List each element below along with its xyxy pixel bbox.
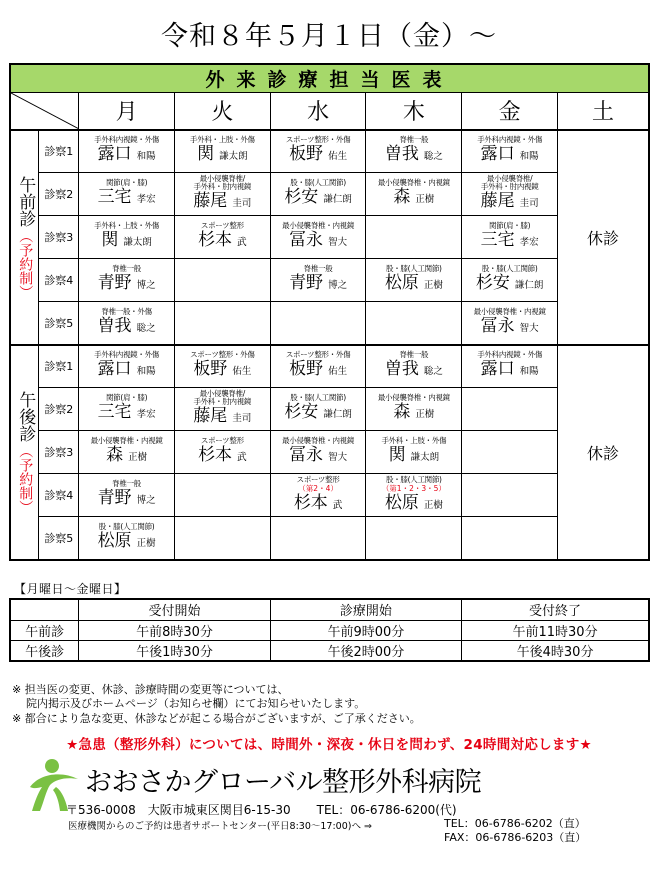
doctor-cell	[462, 259, 558, 302]
doctor-given-name: 武	[237, 237, 247, 248]
empty-cell	[270, 517, 366, 560]
saturday-closed: 休診	[558, 130, 649, 345]
period-name: 午後診	[15, 390, 36, 442]
doctor-surname: 関	[101, 230, 119, 250]
doctor-given-name: 和陽	[136, 366, 156, 378]
doctor-surname: 松原	[97, 530, 132, 551]
specialty: 最小侵襲脊椎/	[199, 388, 246, 398]
doctor-cell	[270, 259, 366, 302]
doctor-name	[366, 187, 461, 210]
reservation-required-label: （予約制）	[17, 443, 34, 514]
doctor-cell	[174, 345, 270, 388]
hours-row-label: 午後診	[10, 640, 79, 661]
specialty: 手外科内視鏡・外傷	[94, 350, 159, 360]
pm-period-label	[10, 345, 39, 560]
doctor-cell	[462, 130, 558, 173]
doctor-cell	[174, 216, 270, 259]
empty-cell	[174, 259, 270, 302]
empty-cell	[174, 302, 270, 345]
doctor-given-name: 謙太朗	[219, 151, 248, 163]
empty-cell	[366, 216, 462, 259]
doctor-cell	[462, 173, 558, 216]
day-header-sat: 土	[558, 93, 649, 130]
doctor-cell	[79, 431, 175, 474]
doctor-name	[79, 273, 174, 296]
doctor-surname: 青野	[97, 273, 132, 293]
doctor-name	[79, 316, 174, 339]
specialty: 関節(肩・膝)	[105, 393, 148, 402]
doctor-given-name: 謙太朗	[123, 237, 152, 248]
doctor-name	[366, 445, 461, 468]
specialty: 関節(肩・膝)	[105, 178, 148, 187]
exam-room-label: 診察5	[39, 517, 79, 560]
doctor-name	[271, 445, 366, 468]
doctor-name	[462, 191, 557, 214]
doctor-cell	[79, 130, 175, 173]
main-phone: TEL：06-6786-6200(代)	[316, 803, 457, 817]
specialty: 股・膝(人工関節)	[290, 178, 346, 187]
empty-cell	[174, 517, 270, 560]
specialty: 最小侵襲脊椎・内視鏡	[377, 393, 450, 402]
hospital-address	[66, 801, 469, 818]
doctor-given-name: 圭司	[519, 198, 539, 210]
doctor-cell	[366, 173, 462, 216]
doctor-cell	[462, 216, 558, 259]
doctor-cell	[79, 517, 175, 560]
doctor-surname: 松原	[384, 273, 419, 293]
doctor-cell	[270, 431, 366, 474]
street-address: 大阪市城東区関目6-15-30	[147, 803, 291, 817]
doctor-cell	[174, 388, 270, 431]
exam-room-label: 診察1	[39, 345, 79, 388]
doctor-cell	[366, 259, 462, 302]
specialty: 脊椎一般	[399, 350, 429, 360]
specialty-line2: 手外科・肘内視鏡	[193, 396, 252, 406]
doctor-surname: 杉安	[284, 402, 319, 422]
doctor-name	[175, 359, 270, 382]
doctor-surname: 三宅	[97, 402, 132, 422]
doctor-cell	[366, 474, 462, 517]
doctor-name	[271, 230, 366, 253]
doctor-cell	[366, 388, 462, 431]
hours-value: 午前11時30分	[462, 620, 649, 640]
doctor-surname: 青野	[97, 488, 132, 508]
doctor-surname: 露口	[480, 144, 515, 165]
doctor-surname: 杉安	[284, 187, 319, 207]
doctor-cell	[366, 130, 462, 173]
exam-room-label: 診察3	[39, 216, 79, 259]
doctor-cell	[270, 388, 366, 431]
doctor-surname: 森	[106, 445, 124, 465]
doctor-cell	[174, 173, 270, 216]
hours-value: 午前9時00分	[270, 620, 461, 640]
doctor-surname: 板野	[289, 144, 324, 165]
doctor-given-name: 佑生	[328, 151, 348, 163]
doctor-given-name: 智大	[519, 322, 539, 334]
doctor-cell	[270, 130, 366, 173]
doctor-name	[366, 144, 461, 167]
specialty: スポーツ整形	[200, 436, 244, 445]
note-text: 担当医の変更、休診、診療時間の変更等については、	[24, 683, 289, 696]
doctor-name	[271, 359, 366, 382]
empty-cell	[462, 517, 558, 560]
doctor-given-name: 聡之	[423, 366, 443, 378]
hours-value: 午後1時30分	[79, 640, 270, 661]
doctor-cell	[270, 474, 366, 517]
doctor-given-name: 正樹	[423, 499, 443, 511]
doctor-name	[271, 187, 366, 210]
doctor-given-name: 聡之	[136, 322, 156, 334]
specialty: スポーツ整形	[296, 474, 340, 484]
doctor-cell	[366, 431, 462, 474]
hours-col-reception-start: 受付開始	[79, 599, 270, 620]
doctor-cell	[366, 345, 462, 388]
doctor-surname: 板野	[289, 359, 324, 380]
doctor-given-name: 聡之	[423, 151, 443, 163]
note-text: 都合により急な変更、休診などが起こる場合がございますが、ご了承ください。	[24, 712, 421, 725]
hospital-name: おおさかグローバル整形外科病院	[85, 767, 482, 798]
hours-heading: 【月曜日〜金曜日】	[14, 582, 127, 596]
header-corner	[10, 93, 79, 130]
doctor-given-name: 智大	[328, 452, 348, 463]
specialty: スポーツ整形	[200, 221, 244, 230]
doctor-given-name: 博之	[328, 280, 348, 291]
specialty: スポーツ整形・外傷	[190, 350, 255, 360]
note-sudden-changes: ※ 都合により急な変更、休診などが起こる場合がございますが、ご了承ください。	[12, 712, 421, 725]
exam-room-label: 診察1	[39, 130, 79, 173]
hours-col-reception-end: 受付終了	[462, 599, 649, 620]
doctor-name	[79, 488, 174, 511]
doctor-given-name: 孝宏	[136, 409, 156, 420]
specialty: 手外科・上肢・外傷	[94, 221, 159, 230]
doctor-schedule-table	[9, 63, 650, 561]
doctor-surname: 藤尾	[193, 191, 228, 212]
exam-room-label: 診察3	[39, 431, 79, 474]
specialty: 手外科内視鏡・外傷	[94, 135, 159, 145]
doctor-given-name: 謙仁朗	[514, 280, 544, 291]
doctor-given-name: 圭司	[232, 198, 252, 210]
note-schedule-changes: ※ 担当医の変更、休診、診療時間の変更等については、 院内掲示及びホームページ（お知らせ欄）にてお知らせいたします。	[12, 683, 366, 710]
am-period-label	[10, 130, 39, 345]
doctor-surname: 杉本	[293, 492, 328, 513]
doctor-surname: 露口	[97, 144, 132, 165]
saturday-closed: 休診	[558, 345, 649, 560]
period-name: 午前診	[15, 175, 36, 227]
doctor-name	[366, 402, 461, 425]
doctor-given-name: 正樹	[128, 452, 148, 463]
specialty: 股・膝(人工関節)	[481, 264, 538, 273]
doctor-surname: 杉本	[198, 445, 233, 465]
specialty: 脊椎一般	[112, 264, 141, 273]
hours-col-treatment-start: 診療開始	[270, 599, 461, 620]
doctor-cell	[79, 259, 175, 302]
doctor-name	[79, 359, 174, 382]
empty-cell	[366, 517, 462, 560]
empty-cell	[174, 474, 270, 517]
doctor-cell	[79, 345, 175, 388]
exam-room-label: 診察5	[39, 302, 79, 345]
direct-contacts	[444, 817, 586, 845]
doctor-given-name: 孝宏	[136, 194, 156, 205]
doctor-name	[271, 402, 366, 425]
specialty: 最小侵襲脊椎/	[199, 173, 246, 183]
doctor-given-name: 佑生	[328, 366, 348, 378]
note-text: 院内掲示及びホームページ（お知らせ欄）にてお知らせいたします。	[26, 697, 366, 710]
doctor-name	[175, 406, 270, 429]
doctor-cell	[79, 302, 175, 345]
specialty-line2: 手外科・肘内視鏡	[193, 181, 252, 191]
specialty: 脊椎一般	[399, 135, 429, 145]
doctor-name	[175, 191, 270, 214]
doctor-surname: 曽我	[384, 144, 419, 165]
doctor-name	[462, 230, 557, 253]
doctor-surname: 青野	[289, 273, 324, 293]
doctor-name	[175, 230, 270, 253]
doctor-surname: 曽我	[97, 315, 132, 336]
doctor-name	[271, 493, 366, 516]
week-schedule-note: （第2・4）	[298, 483, 338, 493]
direct-phone: TEL：06-6786-6202（直）	[444, 817, 586, 830]
doctor-given-name: 佑生	[232, 366, 252, 378]
specialty-line2: 手外科・肘内視鏡	[480, 181, 539, 191]
specialty: 最小侵襲脊椎/	[486, 173, 533, 183]
specialty: 股・膝(人工関節)	[98, 521, 155, 531]
doctor-given-name: 博之	[136, 280, 156, 291]
doctor-cell	[174, 431, 270, 474]
doctor-name	[79, 445, 174, 468]
exam-room-label: 診察2	[39, 388, 79, 431]
specialty: 手外科・上肢・外傷	[189, 135, 255, 145]
specialty: 手外科・上肢・外傷	[381, 436, 447, 445]
afternoon-section	[10, 345, 649, 560]
doctor-cell	[79, 388, 175, 431]
doctor-surname: 冨永	[289, 445, 324, 465]
doctor-given-name: 正樹	[136, 537, 156, 549]
doctor-cell	[174, 130, 270, 173]
empty-cell	[366, 302, 462, 345]
specialty: スポーツ整形・外傷	[285, 350, 351, 360]
doctor-cell	[270, 345, 366, 388]
doctor-surname: 曽我	[384, 359, 419, 380]
specialty: 関節(肩・膝)	[489, 221, 531, 230]
doctor-name	[366, 273, 461, 296]
doctor-cell	[270, 173, 366, 216]
doctor-surname: 森	[393, 187, 411, 207]
specialty: 脊椎一般	[303, 264, 333, 273]
doctor-surname: 露口	[97, 359, 132, 380]
day-header-fri: 金	[462, 93, 558, 130]
doctor-name	[462, 273, 557, 296]
doctor-name	[462, 316, 557, 339]
doctor-name	[271, 144, 366, 167]
day-header-tue: 火	[174, 93, 270, 130]
doctor-surname: 藤尾	[193, 406, 228, 427]
morning-section	[10, 130, 649, 345]
doctor-name	[175, 144, 270, 167]
hours-value: 午後2時00分	[270, 640, 461, 661]
doctor-name	[79, 230, 174, 253]
reservation-required-label: （予約制）	[17, 228, 34, 299]
doctor-given-name: 和陽	[136, 151, 156, 163]
doctor-cell	[462, 345, 558, 388]
doctor-surname: 三宅	[480, 230, 515, 250]
doctor-cell	[462, 302, 558, 345]
doctor-name	[175, 445, 270, 468]
doctor-surname: 三宅	[97, 187, 132, 207]
doctor-given-name: 和陽	[519, 151, 539, 163]
doctor-surname: 関	[388, 445, 406, 465]
doctor-surname: 冨永	[480, 315, 515, 336]
doctor-cell	[270, 216, 366, 259]
hours-corner	[10, 599, 79, 620]
hours-value: 午前8時30分	[79, 620, 270, 640]
doctor-given-name: 謙仁朗	[323, 409, 352, 420]
doctor-name	[79, 531, 174, 554]
direct-fax: FAX：06-6786-6203（直）	[444, 831, 587, 844]
reception-hours-table	[9, 598, 650, 662]
support-center-note: 医療機関からのご予約は患者サポートセンター(平日8:30〜17:00)へ ⇒	[68, 821, 372, 832]
exam-room-label: 診察4	[39, 474, 79, 517]
doctor-given-name: 智大	[328, 237, 348, 248]
emergency-notice: ★急患（整形外科）については、時間外・深夜・休日を問わず、24時間対応します★	[66, 737, 592, 753]
doctor-surname: 松原	[384, 492, 419, 513]
doctor-name	[271, 273, 366, 296]
doctor-given-name: 正樹	[423, 280, 443, 291]
specialty: 最小侵襲脊椎・内視鏡	[282, 221, 355, 230]
specialty: 脊椎一般・外傷	[101, 306, 152, 316]
specialty: 最小侵襲脊椎・内視鏡	[90, 436, 163, 445]
schedule-banner: 外来診療担当医表	[10, 64, 649, 93]
doctor-name	[79, 402, 174, 425]
specialty: 最小侵襲脊椎・内視鏡	[473, 306, 546, 316]
doctor-cell	[79, 216, 175, 259]
specialty: 最小侵襲脊椎・内視鏡	[282, 436, 355, 445]
doctor-cell	[79, 474, 175, 517]
doctor-given-name: 武	[332, 499, 343, 511]
specialty: 股・膝(人工関節)	[386, 264, 442, 273]
doctor-surname: 森	[393, 402, 411, 422]
doctor-cell	[79, 173, 175, 216]
day-header-thu: 木	[366, 93, 462, 130]
exam-room-label: 診察4	[39, 259, 79, 302]
day-header-mon: 月	[79, 93, 175, 130]
doctor-surname: 板野	[193, 359, 228, 380]
doctor-name	[462, 359, 557, 382]
doctor-given-name: 圭司	[232, 413, 252, 425]
effective-date-title: 令和８年５月１日（金）〜	[161, 21, 497, 52]
hours-row-label: 午前診	[10, 620, 79, 640]
doctor-surname: 関	[197, 144, 215, 165]
doctor-name	[79, 144, 174, 167]
doctor-surname: 杉安	[475, 273, 510, 293]
doctor-given-name: 孝宏	[519, 237, 539, 248]
specialty: 手外科内視鏡・外傷	[477, 135, 543, 145]
doctor-given-name: 謙仁朗	[323, 194, 352, 205]
doctor-name	[462, 144, 557, 167]
specialty: スポーツ整形・外傷	[285, 135, 351, 145]
doctor-surname: 杉本	[198, 230, 233, 250]
hours-value: 午後4時30分	[462, 640, 649, 661]
doctor-given-name: 武	[237, 452, 247, 463]
empty-cell	[462, 431, 558, 474]
specialty: 脊椎一般	[112, 479, 141, 488]
doctor-given-name: 謙太朗	[410, 452, 440, 463]
doctor-given-name: 博之	[136, 495, 156, 506]
empty-cell	[270, 302, 366, 345]
doctor-name	[79, 187, 174, 210]
doctor-given-name: 正樹	[415, 409, 435, 420]
doctor-surname: 冨永	[289, 230, 324, 250]
doctor-name	[366, 359, 461, 382]
empty-cell	[462, 388, 558, 431]
week-schedule-note: （第1・2・3・5）	[381, 483, 446, 493]
specialty: 股・膝(人工関節)	[386, 474, 442, 484]
day-header-wed: 水	[270, 93, 366, 130]
doctor-name	[366, 493, 461, 516]
specialty: 手外科内視鏡・外傷	[477, 350, 543, 360]
specialty: 最小侵襲脊椎・内視鏡	[377, 178, 450, 187]
specialty: 股・膝(人工関節)	[290, 393, 346, 402]
doctor-surname: 藤尾	[480, 191, 515, 212]
doctor-given-name: 和陽	[519, 366, 539, 378]
postal-code: 〒536-0008	[66, 803, 136, 817]
doctor-surname: 露口	[480, 359, 515, 380]
doctor-given-name: 正樹	[415, 194, 435, 205]
exam-room-label: 診察2	[39, 173, 79, 216]
empty-cell	[462, 474, 558, 517]
